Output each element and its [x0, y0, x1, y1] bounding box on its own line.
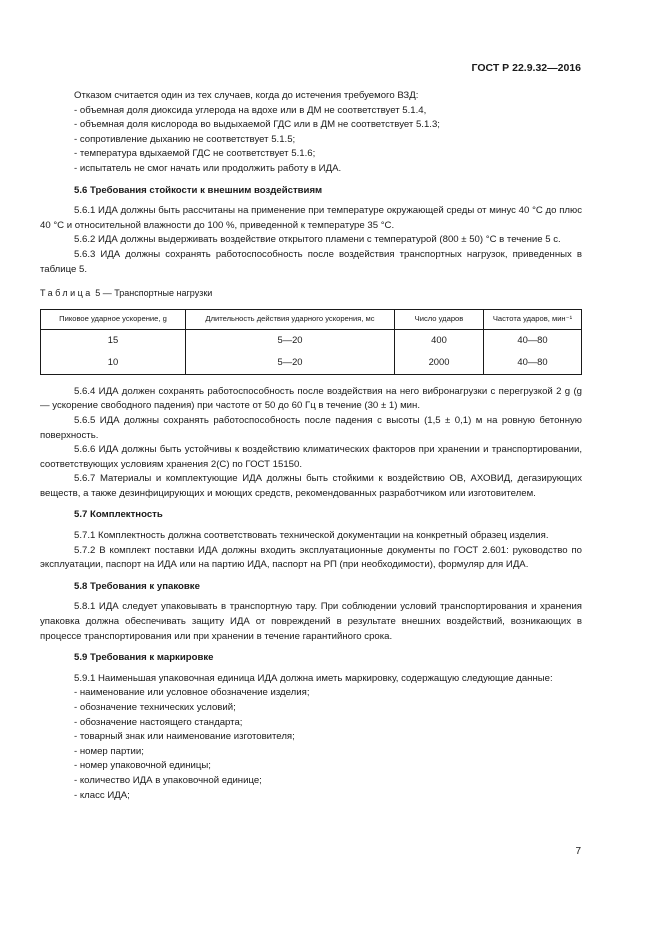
- section-heading-5-9: 5.9 Требования к маркировке: [74, 652, 214, 664]
- paragraph-5-6-3: 5.6.3 ИДА должны сохранять работоспособность после воздействия транспортных нагрузок, приведенных в таблице 5.: [40, 248, 582, 275]
- paragraph-5-6-7: 5.6.7 Материалы и комплектующие ИДА должны быть стойкими к воздействию ОВ, АХОВИД, дегазирующих веществ, а также дезинфицирующих и моющих средств, рекомендованных разработчиком или изготовителем.: [40, 473, 582, 499]
- table-caption-text: 5 — Транспортные нагрузки: [92, 288, 213, 299]
- transport-loads-table: [40, 309, 582, 375]
- list-item: - наименование или условное обозначение изделия;: [74, 687, 310, 699]
- section-heading-5-6: 5.6 Требования стойкости к внешним воздействиям: [74, 184, 323, 196]
- table-header-cell: Длительность действия ударного ускорения, мс: [186, 309, 395, 329]
- intro-list: [40, 104, 582, 177]
- paragraph-5-6-4: 5.6.4 ИДА должен сохранять работоспособность после воздействия на него вибронагрузки с перегрузкой 2 g (g — ускорение свободного падения) при частоте от 50 до 60 Гц в течение (30 ± 1) мин.: [40, 385, 582, 412]
- list-item: - товарный знак или наименование изготовителя;: [74, 731, 295, 743]
- table-row: [41, 352, 582, 375]
- table-cell: 2000: [395, 352, 484, 375]
- table-caption-word: Таблица: [40, 288, 93, 299]
- marking-list: [40, 686, 582, 803]
- paragraph-5-6-5: 5.6.5 ИДА должны сохранять работоспособность после падения с высоты (1,5 ± 0,1) м на ровную бетонную поверхность.: [40, 414, 582, 441]
- document-header-id: ГОСТ Р 22.9.32—2016: [471, 62, 581, 74]
- list-item: - объемная доля диоксида углерода на вдохе или в ДМ не соответствует 5.1.4,: [74, 104, 427, 116]
- paragraph-5-6-2: 5.6.2 ИДА должны выдерживать воздействие открытого пламени с температурой (800 ± 50) °С в течение 5 с.: [74, 234, 561, 246]
- table-cell: 5—20: [186, 352, 395, 375]
- list-item: - обозначение технических условий;: [74, 702, 236, 713]
- paragraph-5-7-2: 5.7.2 В комплект поставки ИДА должны входить эксплуатационные документы по ГОСТ 2.601: руководство по эксплуатации, паспорт на ИДА или на партию ИДА, паспорт на РП (при необходимости), формуляр для ИДА.: [40, 544, 582, 571]
- table-cell: 40—80: [484, 352, 582, 375]
- page-number: 7: [575, 846, 581, 857]
- list-item: - класс ИДА;: [74, 789, 130, 801]
- table-cell: 10: [41, 352, 186, 375]
- paragraph-5-7-1: 5.7.1 Комплектность должна соответствовать технической документации на конкретный образец изделия.: [74, 530, 549, 542]
- paragraph-5-9-1: 5.9.1 Наименьшая упаковочная единица ИДА должна иметь маркировку, содержащую следующие данные:: [74, 672, 553, 684]
- section-heading-5-8: 5.8 Требования к упаковке: [74, 580, 200, 592]
- table-caption: [40, 286, 582, 301]
- list-item: - номер партии;: [74, 745, 144, 757]
- list-item: - сопротивление дыханию не соответствует 5.1.5;: [74, 133, 296, 145]
- table-header-row: [41, 309, 582, 329]
- paragraph-5-6-6: 5.6.6 ИДА должны быть устойчивы к воздействию климатических факторов при хранении и транспортировании, соответствующих условиям хранения 2(С) по ГОСТ 15150.: [40, 444, 582, 470]
- table-header-cell: Пиковое ударное ускорение, g: [41, 309, 186, 329]
- list-item: - количество ИДА в упаковочной единице;: [74, 774, 262, 786]
- table-cell: 40—80: [484, 329, 582, 352]
- list-item: - обозначение настоящего стандарта;: [74, 716, 243, 728]
- paragraph-5-6-1: 5.6.1 ИДА должны быть рассчитаны на применение при температуре окружающей среды от минус 40 °С до плюс 40 °С и относительной влажности до 100 %, приведенной к температуре 35 °С.: [40, 205, 582, 231]
- list-item: - испытатель не смог начать или продолжить работу в ИДА.: [74, 162, 342, 174]
- section-heading-5-7: 5.7 Комплектность: [74, 509, 163, 521]
- table-header-cell: Частота ударов, мин⁻¹: [484, 309, 582, 329]
- table-cell: 400: [395, 329, 484, 352]
- section-5-6-continued: [40, 385, 582, 502]
- list-item: - номер упаковочной единицы;: [74, 760, 211, 772]
- document-body: [40, 89, 582, 803]
- list-item: - объемная доля кислорода во выдыхаемой ГДС или в ДМ не соответствует 5.1.3;: [74, 119, 440, 131]
- table-cell: 5—20: [186, 329, 395, 352]
- table-row: [41, 329, 582, 352]
- intro-lead: Отказом считается один из тех случаев, когда до истечения требуемого ВЗД:: [74, 90, 419, 101]
- paragraph-5-8-1: 5.8.1 ИДА следует упаковывать в транспортную тару. При соблюдении условий транспортирования и хранения упаковка должна обеспечивать защиту ИДА от повреждений в результате внешних воздействий, возникающих в процессе транспортирования или при хранении в течение гарантийного срока.: [40, 601, 582, 642]
- list-item: - температура вдыхаемой ГДС не соответствует 5.1.6;: [74, 148, 316, 160]
- table-cell: 15: [41, 329, 186, 352]
- table-header-cell: Число ударов: [395, 309, 484, 329]
